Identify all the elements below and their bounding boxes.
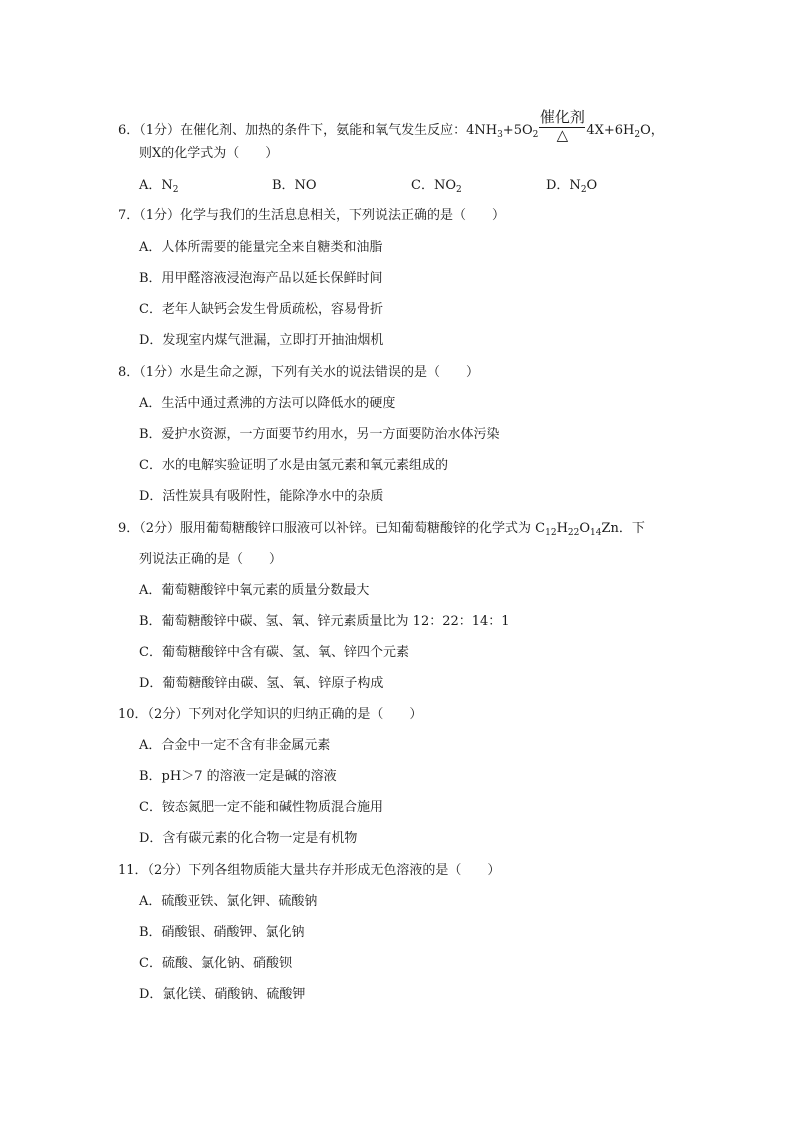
- question-7-option-a[interactable]: A．人体所需要的能量完全来自糖类和油脂: [139, 240, 383, 255]
- question-8-option-d[interactable]: D．活性炭具有吸附性，能除净水中的杂质: [139, 489, 384, 504]
- question-6-options: [139, 177, 659, 195]
- question-9-option-a[interactable]: A．葡萄糖酸锌中氧元素的质量分数最大: [139, 583, 370, 598]
- question-10-option-c[interactable]: C．铵态氮肥一定不能和碱性物质混合施用: [139, 800, 383, 815]
- question-6-stem-line2: 则X的化学式为（ ）: [139, 146, 279, 161]
- catalyst-label: 催化剂: [539, 108, 585, 126]
- option-a[interactable]: A．$N_2$: [139, 178, 179, 195]
- question-6-score: （1分）: [139, 123, 181, 138]
- question-6-number: 6．: [118, 123, 140, 138]
- equation-right: $4X+6H_2O$，: [586, 123, 664, 140]
- option-b[interactable]: B．NO: [272, 178, 317, 193]
- question-8-option-c[interactable]: C．水的电解实验证明了水是由氢元素和氧元素组成的: [139, 458, 448, 473]
- question-9-option-c[interactable]: C．葡萄糖酸锌中含有碳、氢、氧、锌四个元素: [139, 645, 409, 660]
- question-10-option-d[interactable]: D．含有碳元素的化合物一定是有机物: [139, 831, 358, 846]
- question-7-option-d[interactable]: D．发现室内煤气泄漏，立即打开抽油烟机: [139, 333, 384, 348]
- question-9-stem-line2: 列说法正确的是（ ）: [139, 552, 283, 567]
- question-11-option-c[interactable]: C．硫酸、氯化钠、硝酸钡: [139, 956, 292, 971]
- question-7-option-b[interactable]: B．用甲醛溶液浸泡海产品以延长保鲜时间: [139, 271, 383, 286]
- question-10-stem: 10．（2分）下列对化学知识的归纳正确的是（ ）: [118, 707, 423, 722]
- question-11-option-b[interactable]: B．硝酸银、硝酸钾、氯化钠: [139, 925, 305, 940]
- option-d[interactable]: D．$N_2O$: [546, 178, 598, 195]
- question-7-stem: 7．（1分）化学与我们的生活息息相关，下列说法正确的是（ ）: [118, 208, 506, 223]
- question-10-option-a[interactable]: A．合金中一定不含有非金属元素: [139, 738, 331, 753]
- question-10-option-b[interactable]: B．pH＞7 的溶液一定是碱的溶液: [139, 769, 337, 784]
- reaction-condition: [539, 108, 585, 142]
- question-11-stem: 11．（2分）下列各组物质能大量共存并形成无色溶液的是（ ）: [118, 863, 501, 878]
- question-7-option-c[interactable]: C．老年人缺钙会发生骨质疏松，容易骨折: [139, 302, 383, 317]
- question-6-stem: [118, 108, 664, 144]
- question-6-text: 在催化剂、加热的条件下，氨能和氧气发生反应：: [180, 123, 467, 138]
- question-11-option-a[interactable]: A．硫酸亚铁、氯化钾、硫酸钠: [139, 894, 318, 909]
- equation-left: $4NH_3+5O_2$: [466, 123, 539, 140]
- heat-symbol: △: [556, 126, 569, 144]
- question-9-option-b[interactable]: B．葡萄糖酸锌中碳、氢、氧、锌元素质量比为 12：22：14：1: [139, 614, 510, 629]
- question-9-option-d[interactable]: D．葡萄糖酸锌由碳、氢、氧、锌原子构成: [139, 676, 384, 691]
- question-9-stem: 9．（2分）服用葡萄糖酸锌口服液可以补锌。已知葡萄糖酸锌的化学式为 $C_{12}H_{22}O_{14}Zn$．下: [118, 521, 645, 538]
- question-11-option-d[interactable]: D．氯化镁、硝酸钠、硫酸钾: [139, 987, 306, 1002]
- question-8-option-b[interactable]: B．爱护水资源，一方面要节约用水，另一方面要防治水体污染: [139, 427, 500, 442]
- question-8-option-a[interactable]: A．生活中通过煮沸的方法可以降低水的硬度: [139, 396, 396, 411]
- option-c[interactable]: C．$NO_2$: [411, 178, 462, 195]
- question-8-stem: 8．（1分）水是生命之源，下列有关水的说法错误的是（ ）: [118, 365, 480, 380]
